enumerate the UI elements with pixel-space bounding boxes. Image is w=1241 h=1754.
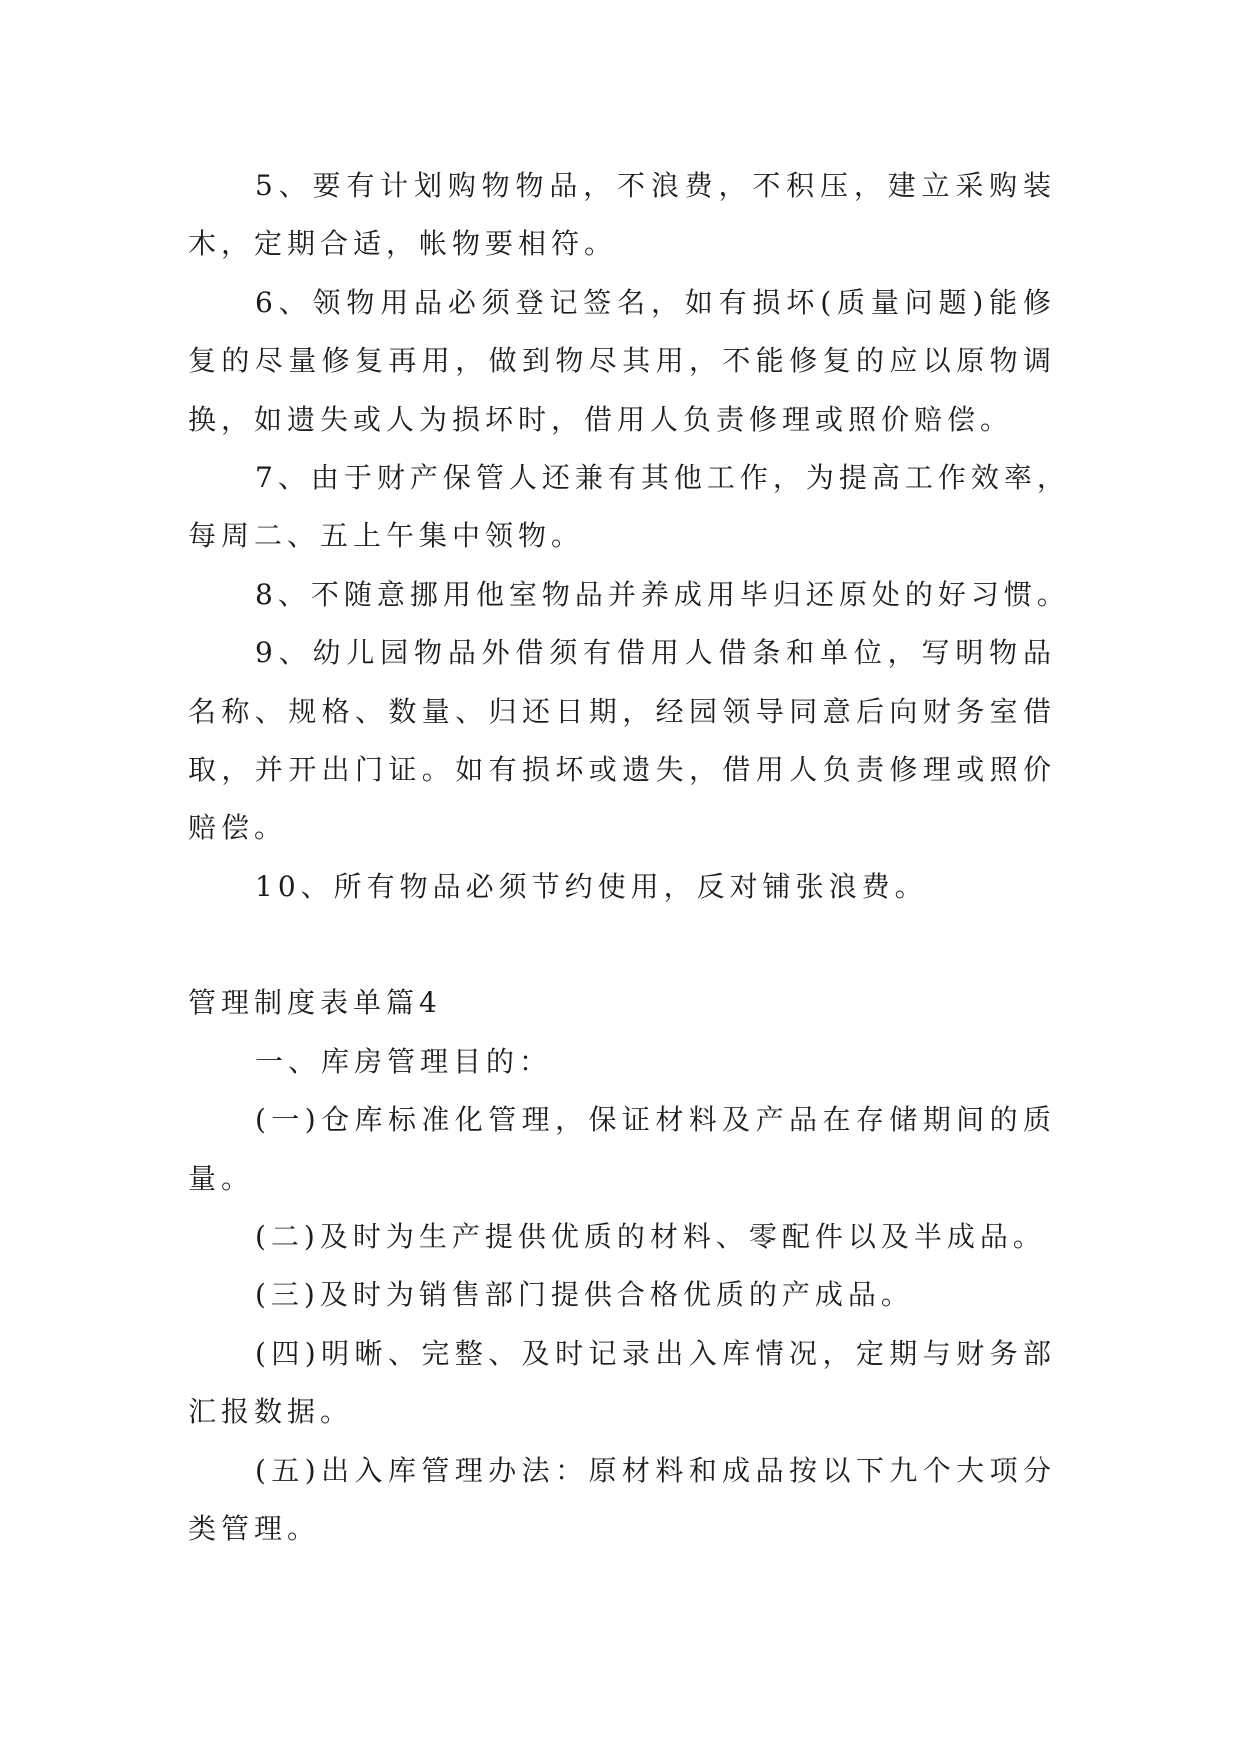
list-item-10 (188, 858, 1056, 916)
section-paragraph-heading (188, 1033, 1056, 1091)
document-body (188, 157, 1070, 1558)
paragraph-line: 5、要有计划购物物品，不浪费，不积压，建立采购装 (255, 169, 1056, 202)
paragraph-line: 每周二、五上午集中领物。 (188, 519, 585, 553)
section-paragraph-1 (188, 1091, 1056, 1208)
section-paragraph-3 (188, 1266, 1056, 1324)
paragraph-line: 换，如遗失或人为损坏时，借用人负责修理或照价赔偿。 (188, 402, 1014, 436)
paragraph-line: 名称、规格、数量、归还日期，经园领导同意后向财务室借 (188, 694, 1056, 728)
paragraph-line: 木，定期合适，帐物要相符。 (188, 227, 618, 261)
paragraph-line: 类管理。 (188, 1511, 321, 1545)
paragraph-line: (五)出入库管理办法：原材料和成品按以下九个大项分 (255, 1453, 1056, 1487)
paragraph-line: 7、由于财产保管人还兼有其他工作，为提高工作效率， (255, 460, 1070, 494)
paragraph-line: 10、所有物品必须节约使用，反对铺张浪费。 (255, 869, 928, 903)
paragraph-line: 6、领物用品必须登记签名，如有损坏(质量问题)能修 (255, 285, 1056, 319)
list-item-6 (188, 274, 1056, 449)
paragraph-line: 赔偿。 (188, 811, 288, 845)
list-item-8 (188, 566, 1070, 624)
section-paragraph-4 (188, 1325, 1056, 1442)
paragraph-line: 复的尽量修复再用，做到物尽其用，不能修复的应以原物调 (188, 344, 1056, 378)
blank-line (188, 916, 1056, 974)
list-item-7 (188, 449, 1070, 566)
paragraph-line: (三)及时为销售部门提供合格优质的产成品。 (255, 1278, 914, 1312)
section-paragraph-5 (188, 1442, 1056, 1559)
paragraph-line: 汇报数据。 (188, 1395, 354, 1429)
section-title: 管理制度表单篇4 (188, 986, 442, 1020)
paragraph-line: 一、库房管理目的： (255, 1044, 553, 1078)
section-paragraph-2 (188, 1208, 1056, 1266)
list-item-5 (188, 157, 1056, 274)
paragraph-line: (四)明晰、完整、及时记录出入库情况，定期与财务部 (255, 1336, 1056, 1370)
list-item-9 (188, 624, 1056, 858)
paragraph-line: 8、不随意挪用他室物品并养成用毕归还原处的好习惯。 (255, 577, 1070, 611)
paragraph-line: 取，并开出门证。如有损坏或遗失，借用人负责修理或照价 (188, 752, 1056, 786)
paragraph-line: (二)及时为生产提供优质的材料、零配件以及半成品。 (255, 1220, 1046, 1254)
paragraph-line: 量。 (188, 1161, 255, 1195)
paragraph-line: 9、幼儿园物品外借须有借用人借条和单位，写明物品 (255, 636, 1056, 670)
paragraph-line: (一)仓库标准化管理，保证材料及产品在存储期间的质 (255, 1103, 1056, 1137)
